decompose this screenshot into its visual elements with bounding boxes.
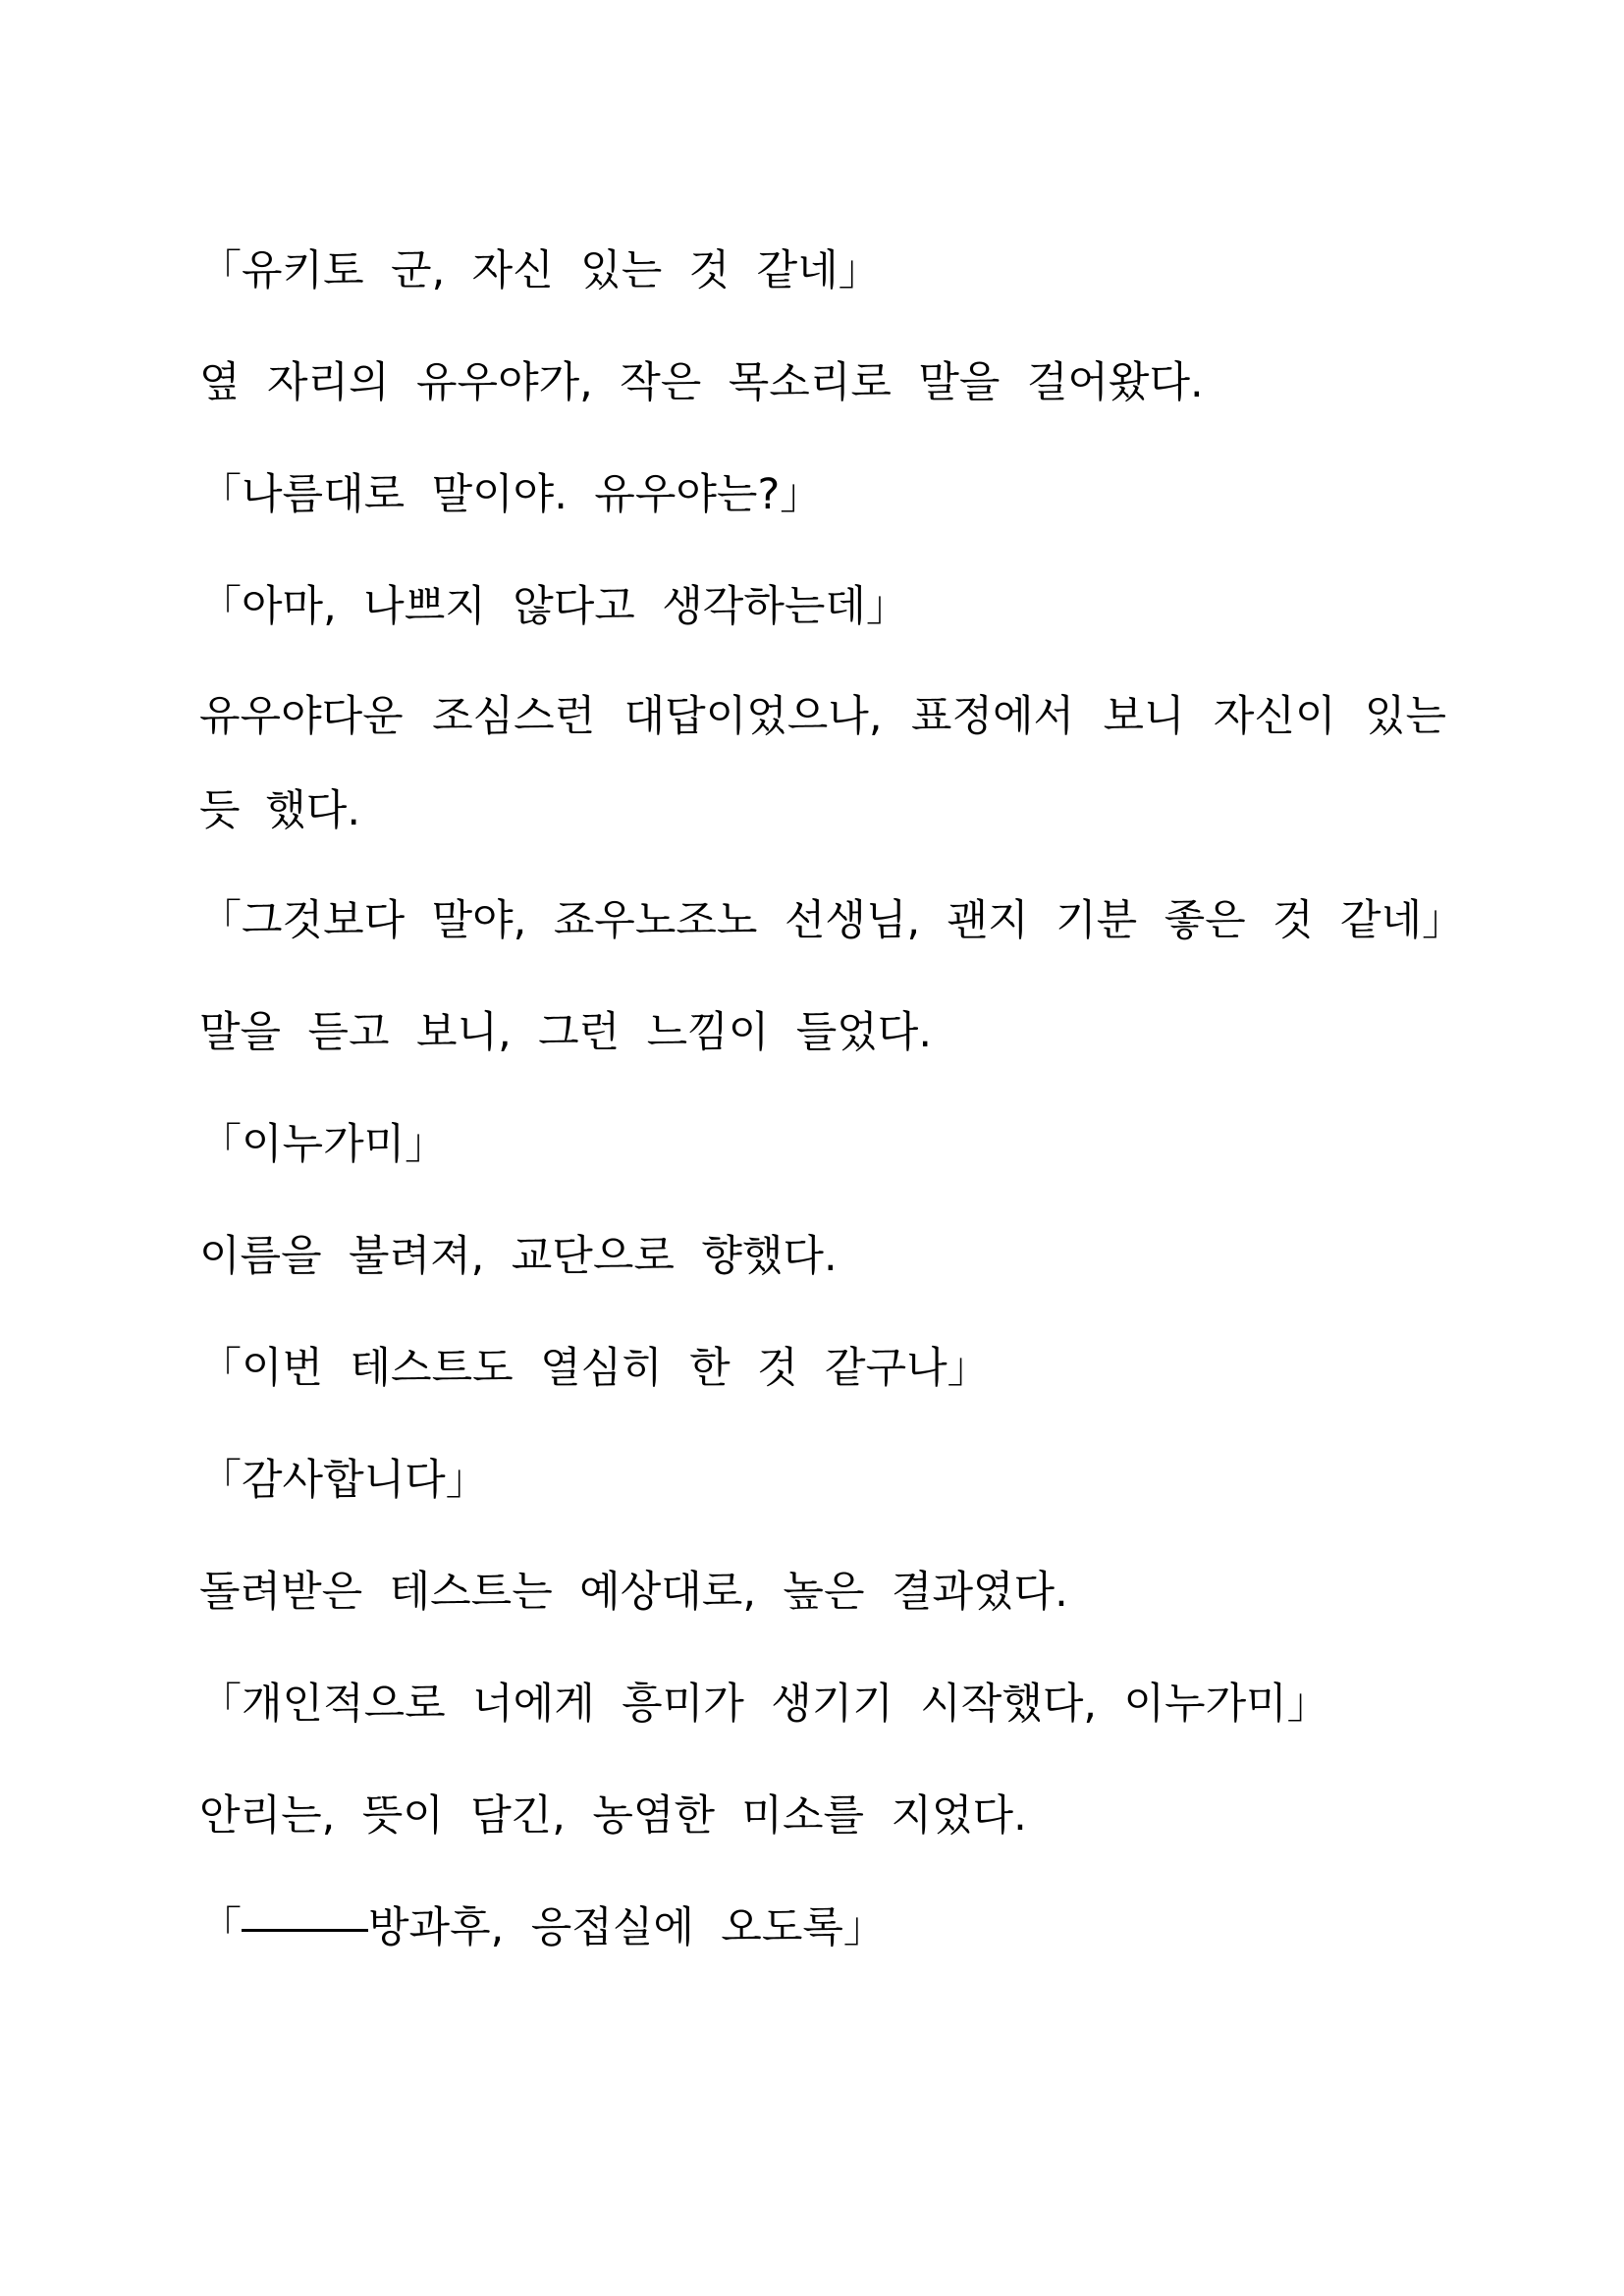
paragraph-11: 「감사합니다」 (199, 1456, 488, 1505)
paragraph-15: 「―――방과후, 응접실에 오도록」 (199, 1903, 886, 1952)
paragraph-12: 돌려받은 테스트는 예상대로, 높은 결과였다. (199, 1568, 1068, 1617)
paragraph-10: 「이번 테스트도 열심히 한 것 같구나」 (199, 1344, 990, 1393)
paragraph-9: 이름을 불려져, 교단으로 향했다. (199, 1232, 838, 1281)
paragraph-14: 안리는, 뜻이 담긴, 농염한 미소를 지었다. (199, 1791, 1027, 1841)
paragraph-3: 「나름대로 말이야. 유우야는?」 (199, 470, 823, 519)
paragraph-5: 유우야다운 조심스런 대답이었으나, 표정에서 보니 자신이 있는 듯 했다. (199, 692, 1446, 835)
paragraph-2: 옆 자리의 유우야가, 작은 목소리로 말을 걸어왔다. (199, 358, 1204, 407)
document-body (199, 243, 1465, 2012)
paragraph-7: 말을 듣고 보니, 그런 느낌이 들었다. (199, 1008, 933, 1057)
paragraph-1: 「유키토 군, 자신 있는 것 같네」 (199, 246, 881, 295)
paragraph-6: 「그것보다 말야, 죠우노조노 선생님, 괜지 기분 좋은 것 같네」 (199, 896, 1465, 945)
paragraph-8: 「이누가미」 (199, 1120, 448, 1169)
paragraph-4: 「아마, 나쁘지 않다고 생각하는데」 (199, 582, 908, 631)
paragraph-13: 「개인적으로 너에게 흥미가 생기기 시작했다, 이누가미」 (199, 1680, 1329, 1729)
